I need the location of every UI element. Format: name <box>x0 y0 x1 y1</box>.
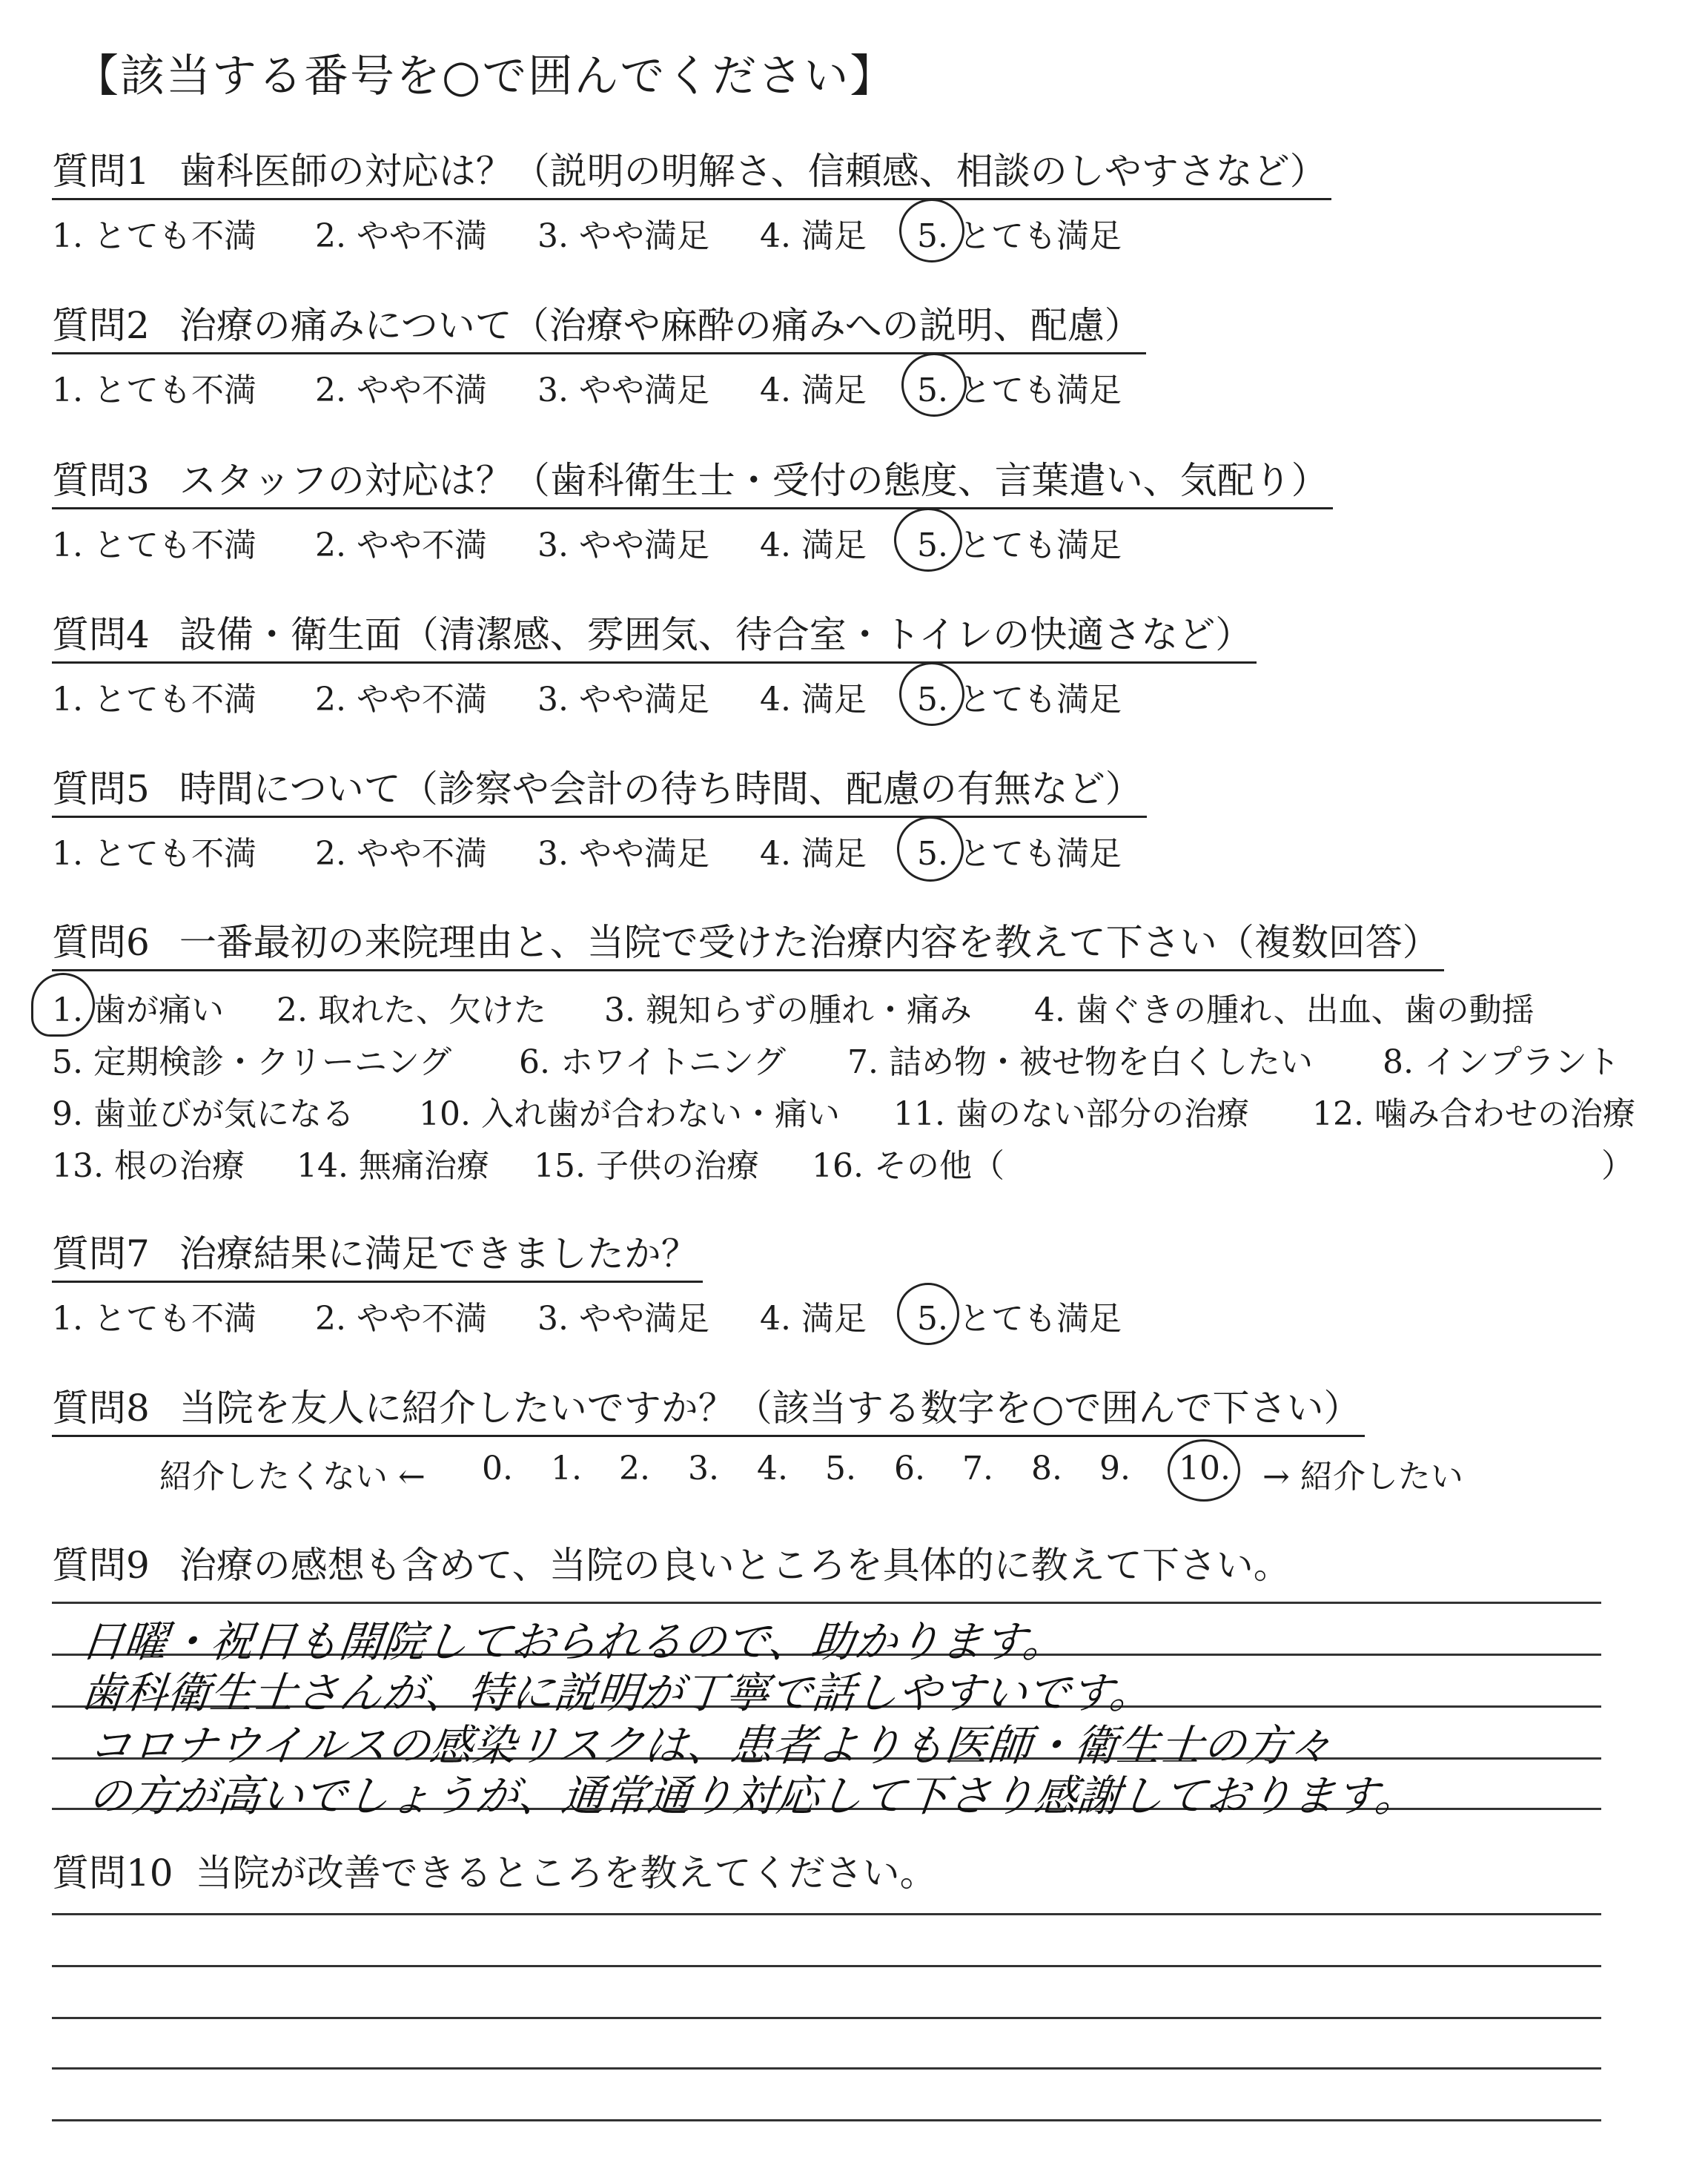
reason-option[interactable]: 13. 根の治療 <box>52 1147 245 1185</box>
question-number: 質問7 <box>52 1232 150 1275</box>
question-text: 一番最初の来院理由と、当院で受けた治療内容を教えて下さい（複数回答） <box>179 921 1440 964</box>
scale-option-4[interactable]: 4. <box>757 1450 788 1487</box>
reason-option[interactable]: 5. 定期検診・クリーニング <box>52 1043 452 1081</box>
option-5[interactable]: 5. とても満足 <box>917 1300 1122 1338</box>
question-5 <box>52 762 1147 873</box>
question-number: 質問1 <box>52 150 150 193</box>
answer-line[interactable] <box>52 1913 1601 1915</box>
option-1[interactable]: 1. とても不満 <box>52 835 256 873</box>
handwritten-answer-line: コロナウイルスの感染リスクは、患者よりも医師・衛生士の方々 <box>85 1720 1335 1771</box>
scale-option-8[interactable]: 8. <box>1031 1450 1062 1487</box>
option-1[interactable]: 1. とても不満 <box>52 1300 256 1338</box>
handwritten-answer-line: の方が高いでしょうが、通常通り対応して下さり感謝しております。 <box>85 1771 1421 1821</box>
reason-option[interactable]: 2. 取れた、欠けた <box>277 991 546 1029</box>
question-title <box>52 1846 941 1900</box>
form-header: 【該当する番号を○で囲んでください】 <box>74 50 896 102</box>
option-3[interactable]: 3. やや満足 <box>537 371 709 409</box>
question-text: 歯科医師の対応は？（説明の明解さ、信頼感、相談のしやすさなど） <box>179 150 1327 193</box>
question-text: 治療結果に満足できましたか？ <box>179 1232 698 1275</box>
handwritten-answer-line: 歯科衛生士さんが、特に説明が丁寧で話しやすいです。 <box>78 1668 1156 1718</box>
question-title <box>52 608 1257 664</box>
question-9 <box>52 1539 1295 1592</box>
recommend-scale <box>159 1450 1494 1494</box>
option-5[interactable]: 5. とても満足 <box>917 371 1122 409</box>
reason-option[interactable]: 10. 入れ歯が合わない・痛い <box>419 1095 840 1133</box>
rating-options <box>52 1283 1122 1338</box>
option-4[interactable]: 4. 満足 <box>760 1300 867 1338</box>
option-4[interactable]: 4. 満足 <box>760 217 867 255</box>
question-text: 当院が改善できるところを教えてください。 <box>195 1852 937 1895</box>
answer-line[interactable] <box>52 1965 1601 1967</box>
question-title <box>52 916 1444 971</box>
option-1[interactable]: 1. とても不満 <box>52 681 256 719</box>
scale-option-9[interactable]: 9. <box>1099 1450 1131 1487</box>
scale-option-7[interactable]: 7. <box>962 1450 993 1487</box>
selection-circle <box>901 353 967 417</box>
selection-circle <box>31 973 95 1037</box>
scale-option-3[interactable]: 3. <box>688 1450 719 1487</box>
question-number: 質問6 <box>52 921 150 964</box>
question-8 <box>52 1381 1365 1437</box>
question-7 <box>52 1227 1122 1338</box>
reason-option[interactable]: 12. 噛み合わせの治療 <box>1312 1095 1635 1133</box>
option-3[interactable]: 3. やや満足 <box>537 681 709 719</box>
question-number: 質問8 <box>52 1387 150 1430</box>
reason-option[interactable]: 14. 無痛治療 <box>297 1147 489 1185</box>
reason-option[interactable]: 6. ホワイトニング <box>519 1043 787 1081</box>
question-number: 質問3 <box>52 459 150 502</box>
reason-option-other[interactable]: 16. その他（ <box>812 1147 1004 1185</box>
reason-option[interactable]: 9. 歯並びが気になる <box>52 1095 354 1133</box>
option-4[interactable]: 4. 満足 <box>760 526 867 564</box>
question-title <box>52 762 1147 818</box>
reason-option[interactable]: 4. 歯ぐきの腫れ、出血、歯の動揺 <box>1034 991 1535 1029</box>
question-title <box>52 1539 1295 1592</box>
selection-circle <box>1168 1439 1240 1502</box>
option-3[interactable]: 3. やや満足 <box>537 835 709 873</box>
option-3[interactable]: 3. やや満足 <box>537 526 709 564</box>
question-number: 質問5 <box>52 767 150 810</box>
option-3[interactable]: 3. やや満足 <box>537 217 709 255</box>
option-2[interactable]: 2. やや不満 <box>315 835 487 873</box>
rating-options <box>52 818 1147 873</box>
question-6 <box>52 916 1635 1185</box>
option-4[interactable]: 4. 満足 <box>760 371 867 409</box>
answer-line[interactable] <box>52 2119 1601 2121</box>
answer-line[interactable] <box>52 2067 1601 2070</box>
option-2[interactable]: 2. やや不満 <box>315 371 487 409</box>
reason-option[interactable]: 11. 歯のない部分の治療 <box>893 1095 1249 1133</box>
scale-left-label: 紹介したくない ← <box>159 1458 426 1496</box>
option-4[interactable]: 4. 満足 <box>760 835 867 873</box>
question-text: 時間について（診察や会計の待ち時間、配慮の有無など） <box>179 767 1142 810</box>
option-5[interactable]: 5. とても満足 <box>917 217 1122 255</box>
option-5[interactable]: 5. とても満足 <box>917 526 1122 564</box>
answer-line[interactable] <box>52 2017 1601 2019</box>
question-text: 当院を友人に紹介したいですか？（該当する数字を○で囲んで下さい） <box>179 1387 1361 1430</box>
option-2[interactable]: 2. やや不満 <box>315 681 487 719</box>
question-2 <box>52 299 1146 409</box>
reason-option[interactable]: 7. 詰め物・被せ物を白くしたい <box>847 1043 1313 1081</box>
option-5[interactable]: 5. とても満足 <box>917 681 1122 719</box>
selection-circle <box>897 816 964 882</box>
question-number: 質問9 <box>52 1544 150 1587</box>
scale-option-2[interactable]: 2. <box>619 1450 650 1487</box>
question-text: スタッフの対応は？（歯科衛生士・受付の態度、言葉遣い、気配り） <box>179 459 1328 502</box>
selection-circle <box>899 199 964 262</box>
question-text: 設備・衛生面（清潔感、雰囲気、待合室・トイレの快適さなど） <box>179 613 1253 656</box>
question-text: 治療の感想も含めて、当院の良いところを具体的に教えて下さい。 <box>179 1544 1291 1587</box>
option-2[interactable]: 2. やや不満 <box>315 1300 487 1338</box>
reason-option[interactable]: 8. インプラント <box>1383 1043 1620 1081</box>
rating-options <box>52 200 1331 255</box>
scale-option-5[interactable]: 5. <box>825 1450 856 1487</box>
reason-option[interactable]: 3. 親知らずの腫れ・痛み <box>604 991 972 1029</box>
option-4[interactable]: 4. 満足 <box>760 681 867 719</box>
handwritten-answer-line: 日曜・祝日も開院しておられるので、助かります。 <box>78 1616 1069 1667</box>
reason-option[interactable]: 1. 歯が痛い <box>52 991 224 1029</box>
question-title <box>52 145 1331 200</box>
scale-option-10[interactable]: 10. <box>1179 1450 1231 1487</box>
option-1[interactable]: 1. とても不満 <box>52 371 256 409</box>
scale-option-1[interactable]: 1. <box>551 1450 582 1487</box>
question-title <box>52 299 1146 354</box>
question-number: 質問4 <box>52 613 150 656</box>
option-2[interactable]: 2. やや不満 <box>315 217 487 255</box>
answer-line <box>52 1602 1601 1604</box>
question-number: 質問10 <box>52 1852 173 1895</box>
selection-circle <box>899 662 964 726</box>
reason-option-other-close: ） <box>1601 1147 1634 1185</box>
question-3 <box>52 454 1333 564</box>
question-title <box>52 454 1333 509</box>
question-title <box>52 1227 703 1283</box>
scale-option-0[interactable]: 0. <box>482 1450 513 1487</box>
selection-circle <box>897 1283 959 1345</box>
scale-right-label: → 紹介したい <box>1262 1458 1463 1496</box>
scale-option-6[interactable]: 6. <box>894 1450 925 1487</box>
question-10 <box>52 1846 941 1900</box>
question-title <box>52 1381 1365 1437</box>
option-1[interactable]: 1. とても不満 <box>52 526 256 564</box>
option-3[interactable]: 3. やや満足 <box>537 1300 709 1338</box>
rating-options <box>52 509 1333 564</box>
question-text: 治療の痛みについて（治療や麻酔の痛みへの説明、配慮） <box>179 304 1142 347</box>
option-5[interactable]: 5. とても満足 <box>917 835 1122 873</box>
rating-options <box>52 664 1257 719</box>
question-1 <box>52 145 1331 255</box>
rating-options <box>52 354 1146 409</box>
option-1[interactable]: 1. とても不満 <box>52 217 256 255</box>
question-number: 質問2 <box>52 304 150 347</box>
question-4 <box>52 608 1257 719</box>
option-2[interactable]: 2. やや不満 <box>315 526 487 564</box>
selection-circle <box>894 508 962 572</box>
reason-option[interactable]: 15. 子供の治療 <box>534 1147 759 1185</box>
